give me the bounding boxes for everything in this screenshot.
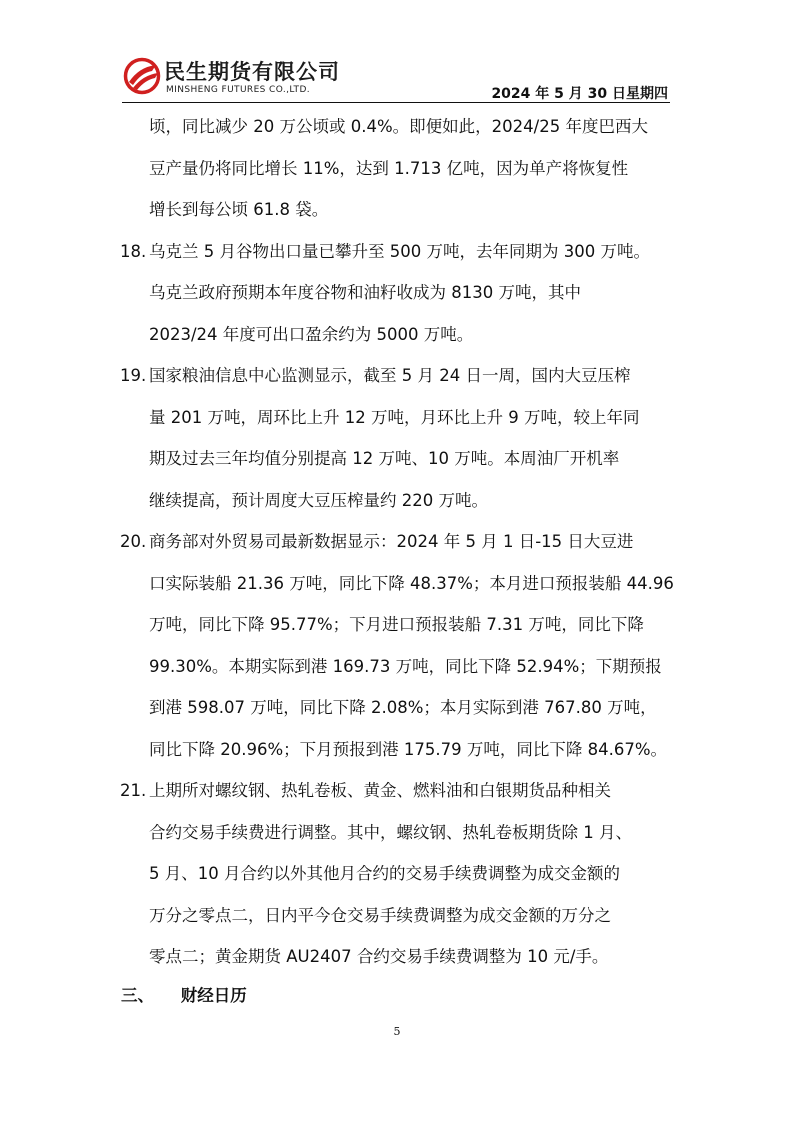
text-line: 继续提高，预计周度大豆压榨量约 220 万吨。 [149, 490, 488, 510]
text-line: 万分之零点二，日内平今仓交易手续费调整为成交金额的万分之 [149, 905, 611, 925]
text-line: 到港 598.07 万吨，同比下降 2.08%；本月实际到港 767.80 万吨， [149, 698, 657, 717]
section-title: 财经日历 [180, 986, 247, 1005]
company-name-cn: 民生期货有限公司 [164, 60, 340, 84]
text-line: 期及过去三年均值分别提高 12 万吨、10 万吨。本周油厂开机率 [149, 449, 620, 468]
item-number: 21. [120, 781, 147, 800]
company-logo [122, 52, 362, 100]
text-line: 国家粮油信息中心监测显示，截至 5 月 24 日一周，国内大豆压榨 [149, 366, 631, 385]
text-line: 同比下降 20.96%；下月预报到港 175.79 万吨，同比下降 84.67%。 [149, 739, 668, 759]
document-body [120, 106, 676, 978]
news-item-18 [120, 231, 676, 356]
page-header [122, 52, 670, 103]
continuation-paragraph [120, 106, 676, 231]
section-heading [121, 982, 247, 1006]
text-line: 上期所对螺纹钢、热轧卷板、黄金、燃料油和白银期货品种相关 [149, 781, 611, 800]
text-line: 万吨，同比下降 95.77%；下月进口预报装船 7.31 万吨，同比下降 [149, 615, 644, 634]
item-number: 19. [120, 366, 147, 385]
text-line: 口实际装船 21.36 万吨，同比下降 48.37%；本月进口预报装船 44.96 [149, 573, 674, 593]
news-item-19 [120, 355, 676, 521]
text-line: 零点二；黄金期货 AU2407 合约交易手续费调整为 10 元/手。 [149, 947, 609, 966]
text-line: 量 201 万吨，周环比上升 12 万吨，月环比上升 9 万吨，较上年同 [149, 407, 640, 427]
report-date: 2024 年 5 月 30 日星期四 [491, 86, 668, 102]
text-line: 豆产量仍将同比增长 11%，达到 1.713 亿吨，因为单产将恢复性 [149, 158, 629, 178]
section-number: 三、 [121, 986, 154, 1005]
item-number: 20. [120, 532, 147, 551]
text-line: 顷，同比减少 20 万公顷或 0.4%。即便如此，2024/25 年度巴西大 [149, 117, 648, 136]
item-number: 18. [120, 241, 147, 261]
news-item-20 [120, 521, 676, 770]
page-number: 5 [393, 1025, 401, 1038]
text-line: 99.30%。本期实际到港 169.73 万吨，同比下降 52.94%；下期预报 [149, 656, 662, 676]
text-line: 合约交易手续费进行调整。其中，螺纹钢、热轧卷板期货除 1 月、 [149, 822, 632, 842]
text-line: 增长到每公顷 61.8 袋。 [149, 200, 329, 219]
text-line: 乌克兰政府预期本年度谷物和油籽收成为 8130 万吨，其中 [149, 283, 581, 302]
text-line: 2023/24 年度可出口盈余约为 5000 万吨。 [149, 324, 474, 344]
news-item-21 [120, 770, 676, 978]
minsheng-logo-icon [122, 56, 162, 96]
text-line: 5 月、10 月合约以外其他月合约的交易手续费调整为成交金额的 [149, 864, 620, 883]
text-line: 商务部对外贸易司最新数据显示：2024 年 5 月 1 日-15 日大豆进 [149, 532, 634, 551]
text-line: 乌克兰 5 月谷物出口量已攀升至 500 万吨，去年同期为 300 万吨。 [149, 241, 650, 261]
company-name-en: MINSHENG FUTURES CO.,LTD. [166, 85, 311, 95]
